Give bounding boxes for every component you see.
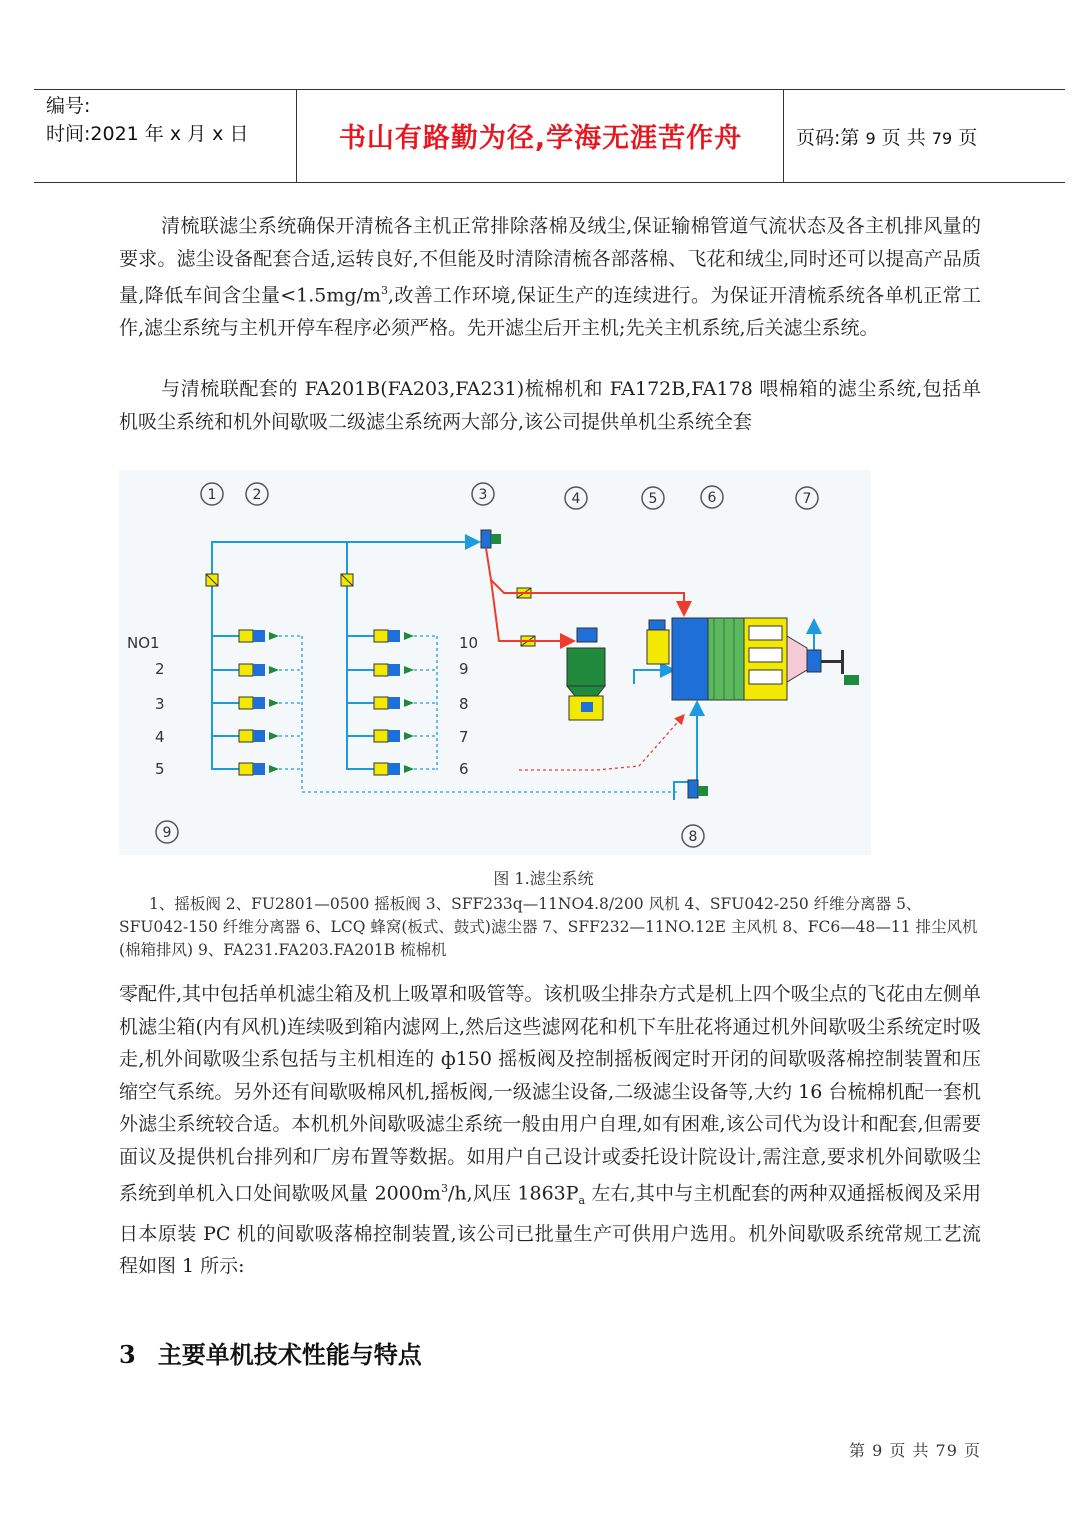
- machine-label-left-3: 3: [155, 695, 165, 713]
- doc-number-label: 编号:: [46, 95, 91, 117]
- circle-text-5: 5: [648, 491, 658, 507]
- machine-label-right-6: 6: [459, 760, 469, 778]
- machine-label-right-7: 7: [459, 728, 469, 746]
- paragraph-2: 与清梳联配套的 FA201B(FA203,FA231)梳棉机和 FA172B,FA178 喂棉箱的滤尘系统,包括单机吸尘系统和机外间歇吸二级滤尘系统两大部分,该公司提供单机尘系统全套: [119, 378, 981, 433]
- machine-label-right-9: 9: [459, 660, 469, 678]
- machine-label-left-5: 5: [155, 760, 165, 778]
- machine-label-right-10: 10: [459, 634, 479, 652]
- machine-label-left-4: 4: [155, 728, 165, 746]
- circle-text-7: 7: [802, 491, 812, 507]
- figure-caption: 图 1.滤尘系统: [493, 869, 594, 888]
- circle-text-2: 2: [252, 487, 262, 503]
- page-total: 79: [931, 129, 953, 148]
- lcq-filter-6: [672, 618, 807, 700]
- circle-text-4: 4: [571, 491, 581, 507]
- circle-text-1: 1: [207, 487, 217, 503]
- paragraph-3: 零配件,其中包括单机滤尘箱及机上吸罩和吸管等。该机吸尘排杂方式是机上四个吸尘点的飞花由左侧单机滤尘箱(内有风机)连续吸到箱内滤网上,然后这些滤网花和机下车肚花将通过机外间歇吸尘系统定时吸走,机外间歇吸尘系包括与主机相连的 ф150 摇板阀及控制摇板阀定时开闭的间歇吸落棉控制装置和压缩空气系统。另外还有间歇吸棉风机,摇板阀,一级滤尘设备,二级滤尘设备等,大约 16 台梳棉机配一套机外滤尘系统较合适。本机机外间歇吸滤尘系统一般由用户自理,如有困难,该公司代为设计和配套,但需要面议及提供机台排列和厂房布置等数据。如用户自己设计或委托设计院设计,需注意,要求机外间歇吸尘系统到单机入口处间歇吸风量 $2000m^3/h$,风压 $1863P_a$ 左右,其中与主机配套的两种双通摇板阀及采用日本原装 PC 机的间歇吸落棉控制装置,该公司已批量生产可供用户选用。机外间歇吸系统常规工艺流程如图 1 所示:: [119, 983, 981, 1278]
- header-divider: [783, 90, 784, 183]
- circle-text-9: 9: [162, 825, 172, 841]
- circle-text-3: 3: [478, 487, 488, 503]
- header-page-indicator: 页码:第 9 页 共 79 页: [796, 127, 978, 149]
- section-number: 3: [119, 1340, 136, 1369]
- header-bottom-rule: [34, 182, 1065, 183]
- circle-text-6: 6: [707, 490, 717, 506]
- paragraph-1: 清梳联滤尘系统确保开清梳各主机正常排除落棉及绒尘,保证输棉管道气流状态及各主机排风量的要求。滤尘设备配套合适,运转良好,不但能及时清除清梳各部落棉、飞花和绒尘,同时还可以提高产品质量,降低车间含尘量$<1.5mg/m^3$,改善工作环境,保证生产的连续进行。为保证开清梳系统各单机正常工作,滤尘系统与主机开停车程序必须严格。先开滤尘后开主机;先关主机系统,后关滤尘系统。: [119, 215, 981, 339]
- page-footer: 第 9 页 共 79 页: [849, 1441, 981, 1460]
- section-heading: [119, 1335, 422, 1370]
- header-top-rule: [34, 89, 1065, 90]
- dust-filter-system-diagram: [119, 470, 871, 855]
- figure-legend: 1、摇板阀 2、FU2801—0500 摇板阀 3、SFF233q—11NO4.8/200 风机 4、SFU042-250 纤维分离器 5、SFU042-150 纤维分离器 6、LCQ 蜂窝(板式、鼓式)滤尘器 7、SFF232—11NO.12E 主风机 8、FC6—48—11 排尘风机(棉箱排风) 9、FA231.FA203.FA201B 梳棉机: [119, 895, 978, 959]
- machine-label-right-8: 8: [459, 695, 469, 713]
- doc-time-label: 时间:2021 年 x 月 x 日: [46, 123, 249, 145]
- machine-label-left-2: 2: [155, 660, 165, 678]
- page-current: 9: [865, 129, 876, 148]
- header-motto: 书山有路勤为径,学海无涯苦作舟: [338, 123, 743, 154]
- machine-label-left-1: NO1: [127, 634, 160, 652]
- circle-text-8: 8: [688, 829, 698, 845]
- header-meta: [46, 92, 248, 148]
- section-title: 主要单机技术性能与特点: [157, 1341, 422, 1369]
- header-divider: [296, 90, 297, 183]
